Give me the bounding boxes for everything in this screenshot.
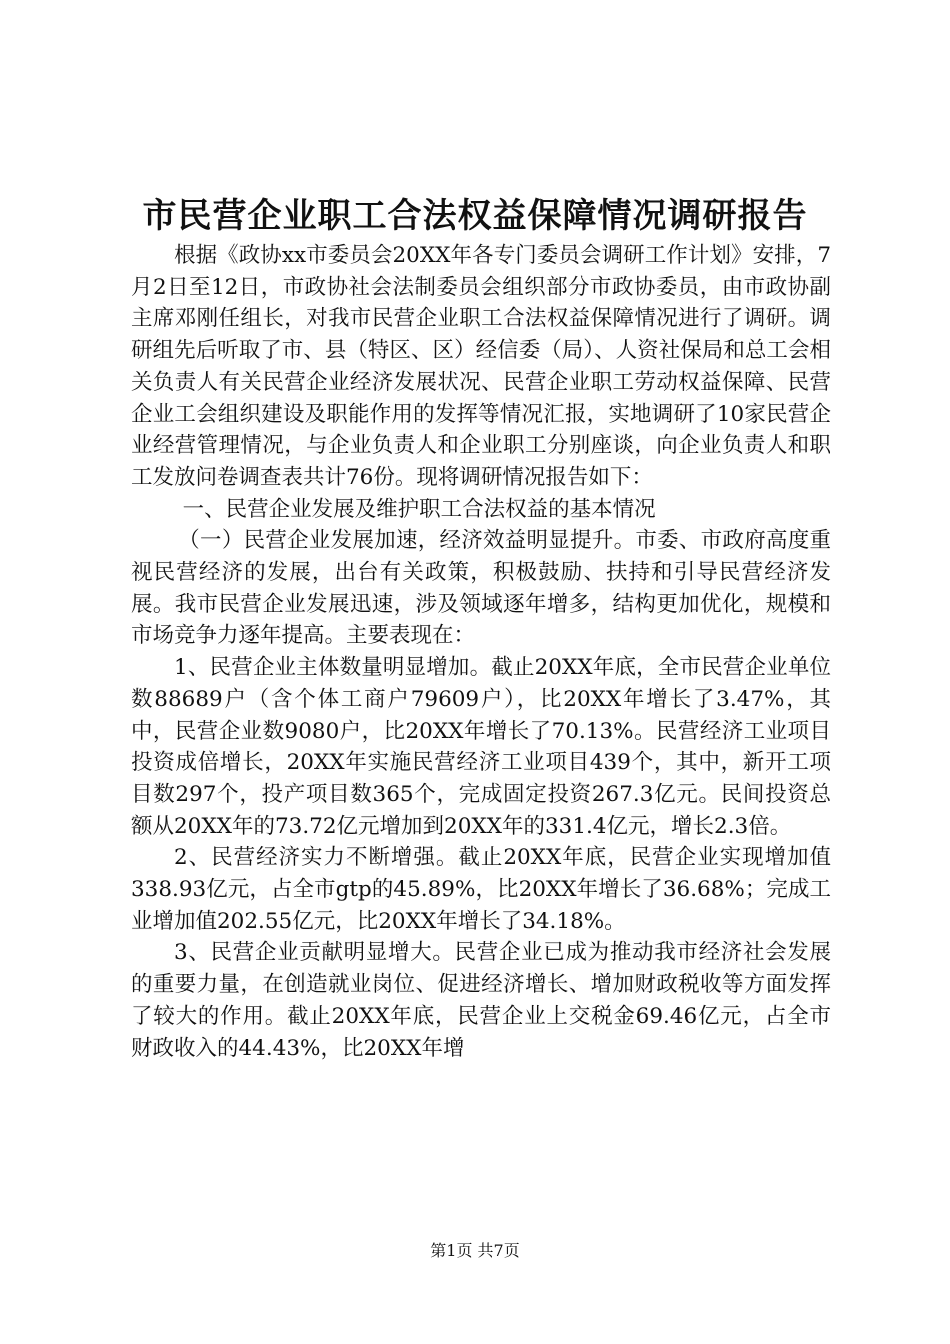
paragraph-item-1: 1、民营企业主体数量明显增加。截止20XX年底，全市民营企业单位数88689户（含个体工商户79609户），比20XX年增长了3.47%，其中，民营企业数9080户，比20XX年增长了70.13%。民营经济工业项目投资成倍增长，20XX年实施民营经济工业项目439个，其中，新开工项目数297个，投产项目数365个，完成固定投资267.3亿元。民间投资总额从20XX年的73.72亿元增加到20XX年的331.4亿元，增长2.3倍。 [131,655,831,839]
document-body [131,240,831,1064]
paragraph-item-3: 3、民营企业贡献明显增大。民营企业已成为推动我市经济社会发展的重要力量，在创造就业岗位、促进经济增长、增加财政税收等方面发挥了较大的作用。截止20XX年底，民营企业上交税金69.46亿元，占全市财政收入的44.43%，比20XX年增 [131,940,831,1061]
section-heading: 一、民营企业发展及维护职工合法权益的基本情况 [182,496,656,522]
subsection-paragraph: （一）民营企业发展加速，经济效益明显提升。市委、市政府高度重视民营经济的发展，出台有关政策，积极鼓励、扶持和引导民营经济发展。我市民营企业发展迅速，涉及领域逐年增多，结构更加优化，规模和市场竞争力逐年提高。主要表现在： [131,528,831,649]
document-title: 市民营企业职工合法权益保障情况调研报告 [142,196,808,236]
page-footer: 第1页 共7页 [430,1241,520,1260]
paragraph-item-2: 2、民营经济实力不断增强。截止20XX年底，民营企业实现增加值338.93亿元，占全市gtp的45.89%，比20XX年增长了36.68%；完成工业增加值202.55亿元，比20XX年增长了34.18%。 [131,845,831,934]
paragraph-intro: 根据《政协xx市委员会20XX年各专门委员会调研工作计划》安排，7月2日至12日，市政协社会法制委员会组织部分市政协委员，由市政协副主席邓刚任组长，对我市民营企业职工合法权益保障情况进行了调研。调研组先后听取了市、县（特区、区）经信委（局）、人资社保局和总工会相关负责人有关民营企业经济发展状况、民营企业职工劳动权益保障、民营企业工会组织建设及职能作用的发挥等情况汇报，实地调研了10家民营企业经营管理情况，与企业负责人和企业职工分别座谈，向企业负责人和职工发放问卷调查表共计76份。现将调研情况报告如下： [131,243,831,490]
